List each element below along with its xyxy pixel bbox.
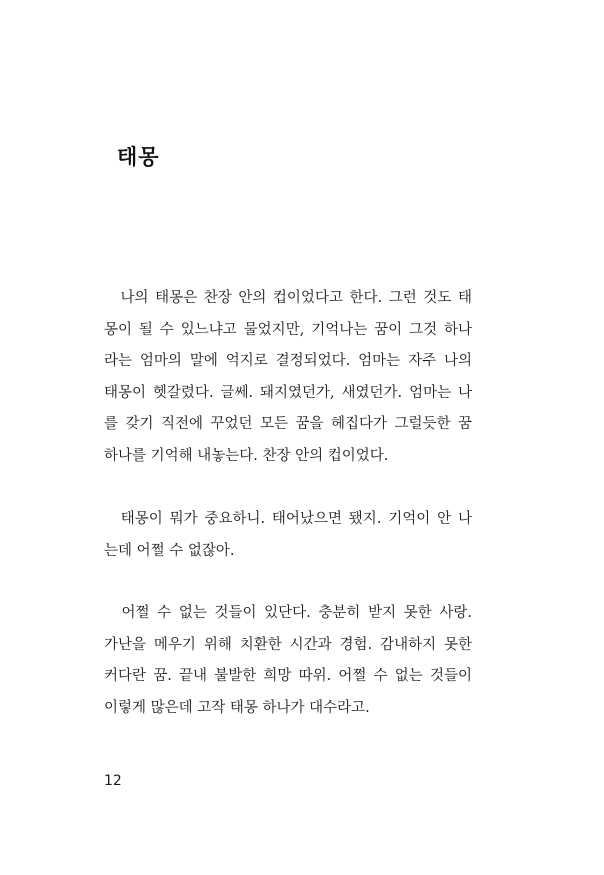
text-line: 이렇게 많은데 고작 태몽 하나가 대수라고. [104, 699, 370, 716]
page-number: 12 [104, 773, 122, 789]
text-line: 몽이 될 수 있느냐고 물었지만, 기억나는 꿈이 그것 하나 [104, 321, 472, 338]
text-line: 태몽이 뭐가 중요하니. 태어났으면 됐지. 기억이 안 나 [104, 511, 472, 527]
text-line: 태몽이 헷갈렸다. 글쎄. 돼지였던가, 새였던가. 엄마는 나 [104, 384, 472, 401]
text-line: 는데 어쩔 수 없잖아. [104, 542, 235, 559]
text-line: 하나를 기억해 내놓는다. 찬장 안의 컵이었다. [104, 447, 389, 464]
text-line: 를 갖기 직전에 꾸었던 모든 꿈을 헤집다가 그럴듯한 꿈 [104, 416, 472, 433]
paragraph-2 [104, 504, 472, 567]
text-line: 나의 태몽은 찬장 안의 컵이었다고 한다. 그런 것도 태 [104, 290, 472, 306]
text-line: 어쩔 수 없는 것들이 있단다. 충분히 받지 못한 사랑. [104, 605, 472, 621]
chapter-title: 태몽 [117, 145, 160, 169]
paragraph-1 [104, 283, 472, 473]
text-line: 라는 엄마의 말에 억지로 결정되었다. 엄마는 자주 나의 [104, 353, 472, 370]
text-line: 커다란 꿈. 끝내 불발한 희망 따위. 어쩔 수 없는 것들이 [104, 668, 472, 685]
text-line: 가난을 메우기 위해 치환한 시간과 경험. 감내하지 못한 [104, 636, 472, 653]
paragraph-3 [104, 598, 472, 724]
